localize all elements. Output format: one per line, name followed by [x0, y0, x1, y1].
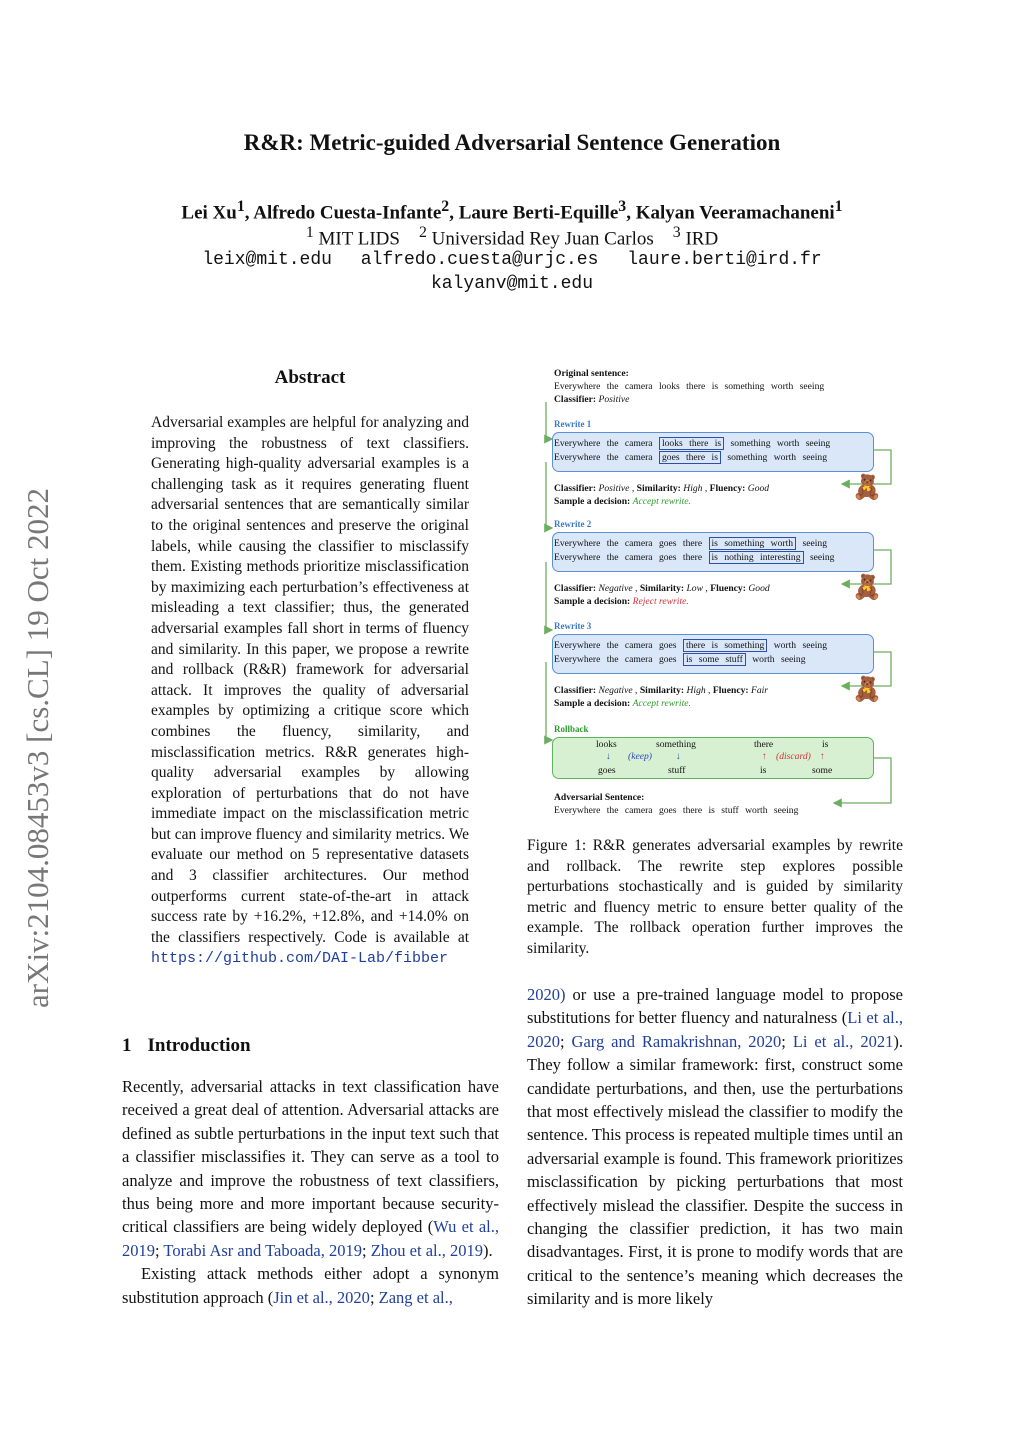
text: Recently, adversarial attacks in text classification have received a great deal of attention. Adversarial attacks are defined as subtle perturbations in the input text such that a classifier misclassifies it. They can serve as a tool to analyze and improve the robustness of text classifiers, thus being more and more important because security-critical classifiers are being widely deployed ( [122, 1077, 499, 1237]
text: seeing [809, 552, 835, 563]
flow-arrow [546, 402, 552, 439]
rollback-word: is [822, 739, 829, 750]
text: Everywhere the camera [554, 438, 653, 449]
figure-1: Original sentence: Everywhere the camera looks there is something worth seeing Classifier: Positive Rewrite 1 Everywhere the camera looks there is something worth seeing Everywhere the camera goes there is something worth seeing Classifier: Positive , Similarity: High , Fluency: Good Sample a decision: Accept rewrite. 🧸 Rewrite 2 Everywhere the camera goes there is something worth seeing Everywhere the camera goes there is nothing interesting seeing Classifier: Negative , Similarity: Low , Fluency: Good Sample a decision: Reject rewrite. 🧸 Rewrite 3 Everywhere the camera goes there is something worth seeing Everywhere the camera goes is some stuff worth seeing Classifier: Negative , Similarity: High , Fluency: Fair Sample a decision: Accept rewrite. 🧸 Rollback looks something there is ↓ (keep) ↓ ↑ (discard) ↑ goes stuff is some Adversarial Sentence: Everywhere the camera goes there is stuff worth seeing [536, 362, 906, 822]
email: alfredo.cuesta@urjc.es [360, 250, 599, 270]
paragraph: Recently, adversarial attacks in text classification have received a great deal of attention. Adversarial attacks are defined as subtle perturbations in the input text such that a classifier misclassifies it. They can serve as a tool to analyze and improve the robustness of text classifiers, thus being more and more important because security-critical classifiers are being widely deployed (Wu et al., 2019; Torabi Asr and Taboada, 2019; Zhou et al., 2019). [122, 1077, 499, 1260]
label: Sample a decision: [554, 698, 631, 709]
author-name: Alfredo Cuesta-Infante [253, 202, 442, 224]
rollback-word: some [812, 765, 833, 776]
value: Good [748, 583, 770, 594]
citation-link[interactable]: Torabi Asr and Taboada, 2019 [163, 1240, 362, 1260]
value: Fair [750, 685, 769, 696]
paragraph: Existing attack methods either adopt a synonym substitution approach (Jin et al., 2020; Zang et al., [122, 1264, 499, 1307]
value: Low [686, 583, 704, 594]
label: Classifier: [554, 685, 597, 696]
author-list: Lei Xu$^1$, Alfredo Cuesta-Infante$^2$, Laure Berti-Equille$^3$, Kalyan Veeramachaneni$^1$ [181, 198, 843, 224]
highlight: is some stuff [683, 653, 746, 666]
email: laure.berti@ird.fr [627, 250, 822, 270]
up-arrow-icon: ↑ [762, 751, 767, 762]
label: Classifier: [554, 583, 597, 594]
value: High [686, 685, 706, 696]
rewrite-3-label: Rewrite 3 [554, 621, 592, 631]
label: Sample a decision: [554, 496, 631, 507]
author-sup: 1 [236, 198, 245, 215]
rollback-word: stuff [668, 765, 686, 776]
highlight: is something worth [709, 537, 797, 550]
text: Existing attack methods either adopt a synonym substitution approach ( [122, 1264, 499, 1307]
down-arrow-icon: ↓ [606, 751, 611, 762]
author-sup: 1 [834, 198, 843, 215]
section-title: Introduction [147, 1035, 251, 1056]
decision: Accept rewrite. [632, 496, 691, 507]
classifier-label: Classifier: [554, 394, 597, 405]
citation-link[interactable]: Li et al., 2020 [527, 1008, 903, 1051]
intro-body [122, 1075, 499, 1309]
email: leix@mit.edu [202, 250, 332, 270]
citation-link[interactable]: Zhou et al., 2019 [370, 1240, 483, 1260]
abstract-text: Adversarial examples are helpful for analyzing and improving the robustness of text classifiers. Generating high-quality adversarial examples is a challenging task as it requires generating fluent adversarial sentences that are semantically similar to the original sentences and preserve the original labels, while causing the classifier to misclassify them. Existing methods prioritize misclassification by maximizing each perturbation’s effectiveness at misleading a text classifier; thus, the generated adversarial examples fall short in terms of fluency and similarity. In this paper, we propose a rewrite and rollback (R&R) framework for adversarial attack. It improves the quality of adversarial examples by optimizing a critique score which combines the fluency, similarity, and misclassification metrics. R&R generates high-quality adversarial examples by allowing exploration of perturbations that do not have immediate impact on the misclassification metric but can improve fluency and similarity metrics. We evaluate our method on 5 representative datasets and 3 classifier architectures. Our method outperforms current state-of-the-art in attack success rate by +16.2%, +12.8%, and +14.0% on the classifiers respectively. Code is available at [151, 414, 469, 946]
value: High [683, 483, 703, 494]
flow-arrow [546, 462, 552, 528]
value: Negative [598, 685, 633, 696]
rollback-word: goes [598, 765, 616, 776]
label: Similarity: [636, 483, 681, 494]
citation-link[interactable]: Li et al., 2021 [792, 1031, 894, 1051]
citation-link[interactable]: Garg and Ramakrishnan, 2020 [571, 1031, 782, 1051]
paper-title: R&R: Metric-guided Adversarial Sentence Generation [243, 130, 781, 155]
citation-link[interactable]: Wu et al., 2019 [122, 1217, 499, 1260]
text: worth seeing [773, 640, 827, 651]
decision: Reject rewrite. [632, 596, 689, 607]
rewrite-1-label: Rewrite 1 [554, 419, 592, 429]
text: Everywhere the camera [554, 452, 653, 463]
text: seeing [802, 538, 827, 549]
author-name: Laure Berti-Equille [458, 202, 619, 224]
email: kalyanv@mit.edu [430, 274, 594, 294]
author-sup: 2 [441, 198, 450, 215]
adversarial-label: Adversarial Sentence: [554, 792, 645, 803]
highlight: goes there is [659, 451, 721, 464]
highlight: is nothing interesting [709, 551, 804, 564]
label: Fluency: [709, 483, 746, 494]
affil-sup: 2 [418, 224, 427, 241]
affil-sup: 3 [672, 224, 681, 241]
bert-character-icon: 🧸 [852, 475, 882, 501]
adversarial-sentence: Everywhere the camera goes there is stuff worth seeing [554, 805, 799, 816]
affiliation-list [0, 224, 1024, 250]
affiliation: MIT LIDS [318, 228, 400, 250]
text: something worth seeing [727, 452, 828, 463]
bert-character-icon: 🧸 [852, 677, 882, 703]
label: Similarity: [639, 583, 685, 594]
rollback-word: there [754, 739, 774, 750]
classifier-value: Positive [598, 394, 630, 405]
bert-character-icon: 🧸 [852, 575, 882, 601]
original-sentence: Everywhere the camera looks there is something worth seeing [554, 381, 825, 392]
flow-arrow [546, 562, 552, 630]
affiliation: IRD [685, 228, 719, 250]
citation-link[interactable]: Zang et al., [378, 1287, 453, 1307]
value: Positive [598, 483, 630, 494]
highlight: looks there is [659, 437, 724, 450]
email-row [0, 250, 1024, 270]
figure-caption: Figure 1: R&R generates adversarial examples by rewrite and rollback. The rewrite step explores possible perturbations stochastically and is guided by similarity metric and fluency metric to ensure better quality of the example. The rollback operation further improves the similarity. [527, 837, 903, 957]
label: Similarity: [639, 685, 685, 696]
text: something worth seeing [730, 438, 831, 449]
text: Everywhere the camera goes there [554, 538, 703, 549]
author-sup: 3 [618, 198, 627, 215]
text: ). They follow a similar framework: first, construct some candidate perturbations, and then, use the perturbations that most effectively mislead the classifier to modify the sentence. This process is repeated multiple times until an adversarial example is found. This framework prioritizes misclassification by picking perturbations that most effectively mislead the classifier. Despite the success in changing the classifier prediction, it has two main disadvantages. First, it is prone to modify words that are critical to the sentence’s meaning which decreases the similarity and is more likely [527, 1031, 903, 1309]
abstract-body [151, 413, 469, 970]
author-name: Kalyan Veeramachaneni [635, 202, 835, 224]
rollback-word: something [656, 739, 696, 750]
flow-arrow [546, 662, 552, 740]
rollback-label: Rollback [554, 724, 589, 734]
affiliation: Universidad Rey Juan Carlos [431, 228, 654, 250]
code-link[interactable]: https://github.com/DAI-Lab/fibber [151, 950, 449, 968]
label: Fluency: [712, 685, 749, 696]
label: Fluency: [710, 583, 746, 594]
text: worth seeing [752, 654, 806, 665]
text: ). [482, 1240, 493, 1260]
discard-label: (discard) [776, 751, 811, 762]
label: Classifier: [554, 483, 597, 494]
rollback-word: looks [596, 739, 617, 750]
right-column-body: 2020) or use a pre-trained language model to propose substitutions for better fluency and naturalness (Li et al., 2020; Garg and Ramakrishnan, 2020; Li et al., 2021). They follow a similar framework: first, construct some candidate perturbations, and then, use the perturbations that most effectively mislead the classifier to modify the sentence. This process is repeated multiple times until an adversarial example is found. This framework prioritizes misclassification by picking perturbations that most effectively mislead the classifier. Despite the success in changing the classifier prediction, it has two main disadvantages. First, it is prone to modify words that are critical to the sentence’s meaning which decreases the similarity and is more likely [527, 985, 903, 1309]
label: Sample a decision: [554, 596, 631, 607]
arxiv-stamp: arXiv:2104.08453v3 [cs.CL] 19 Oct 2022 [20, 487, 55, 1009]
up-arrow-icon: ↑ [820, 751, 825, 762]
section-number: 1 [122, 1035, 132, 1056]
value: Negative [598, 583, 633, 594]
email-row [0, 274, 1024, 294]
highlight: there is something [683, 639, 767, 652]
rollback-word: is [760, 765, 767, 776]
text: Everywhere the camera goes [554, 640, 677, 651]
author-name: Lei Xu [181, 202, 237, 224]
affil-sup: 1 [305, 224, 314, 241]
original-label: Original sentence: [554, 368, 629, 379]
rewrite-2-label: Rewrite 2 [554, 519, 592, 529]
citation-link[interactable]: Jin et al., 2020 [273, 1287, 370, 1307]
abstract-heading: Abstract [274, 367, 346, 388]
text: Everywhere the camera goes [554, 654, 677, 665]
text: Everywhere the camera goes there [554, 552, 703, 563]
keep-label: (keep) [628, 751, 652, 762]
section-heading [122, 1035, 251, 1057]
down-arrow-icon: ↓ [676, 751, 681, 762]
text: or use a pre-trained language model to propose substitutions for better fluency and naturalness ( [527, 985, 903, 1028]
value: Good [747, 483, 770, 494]
decision: Accept rewrite. [632, 698, 691, 709]
citation-link[interactable]: 2020) [527, 985, 566, 1004]
